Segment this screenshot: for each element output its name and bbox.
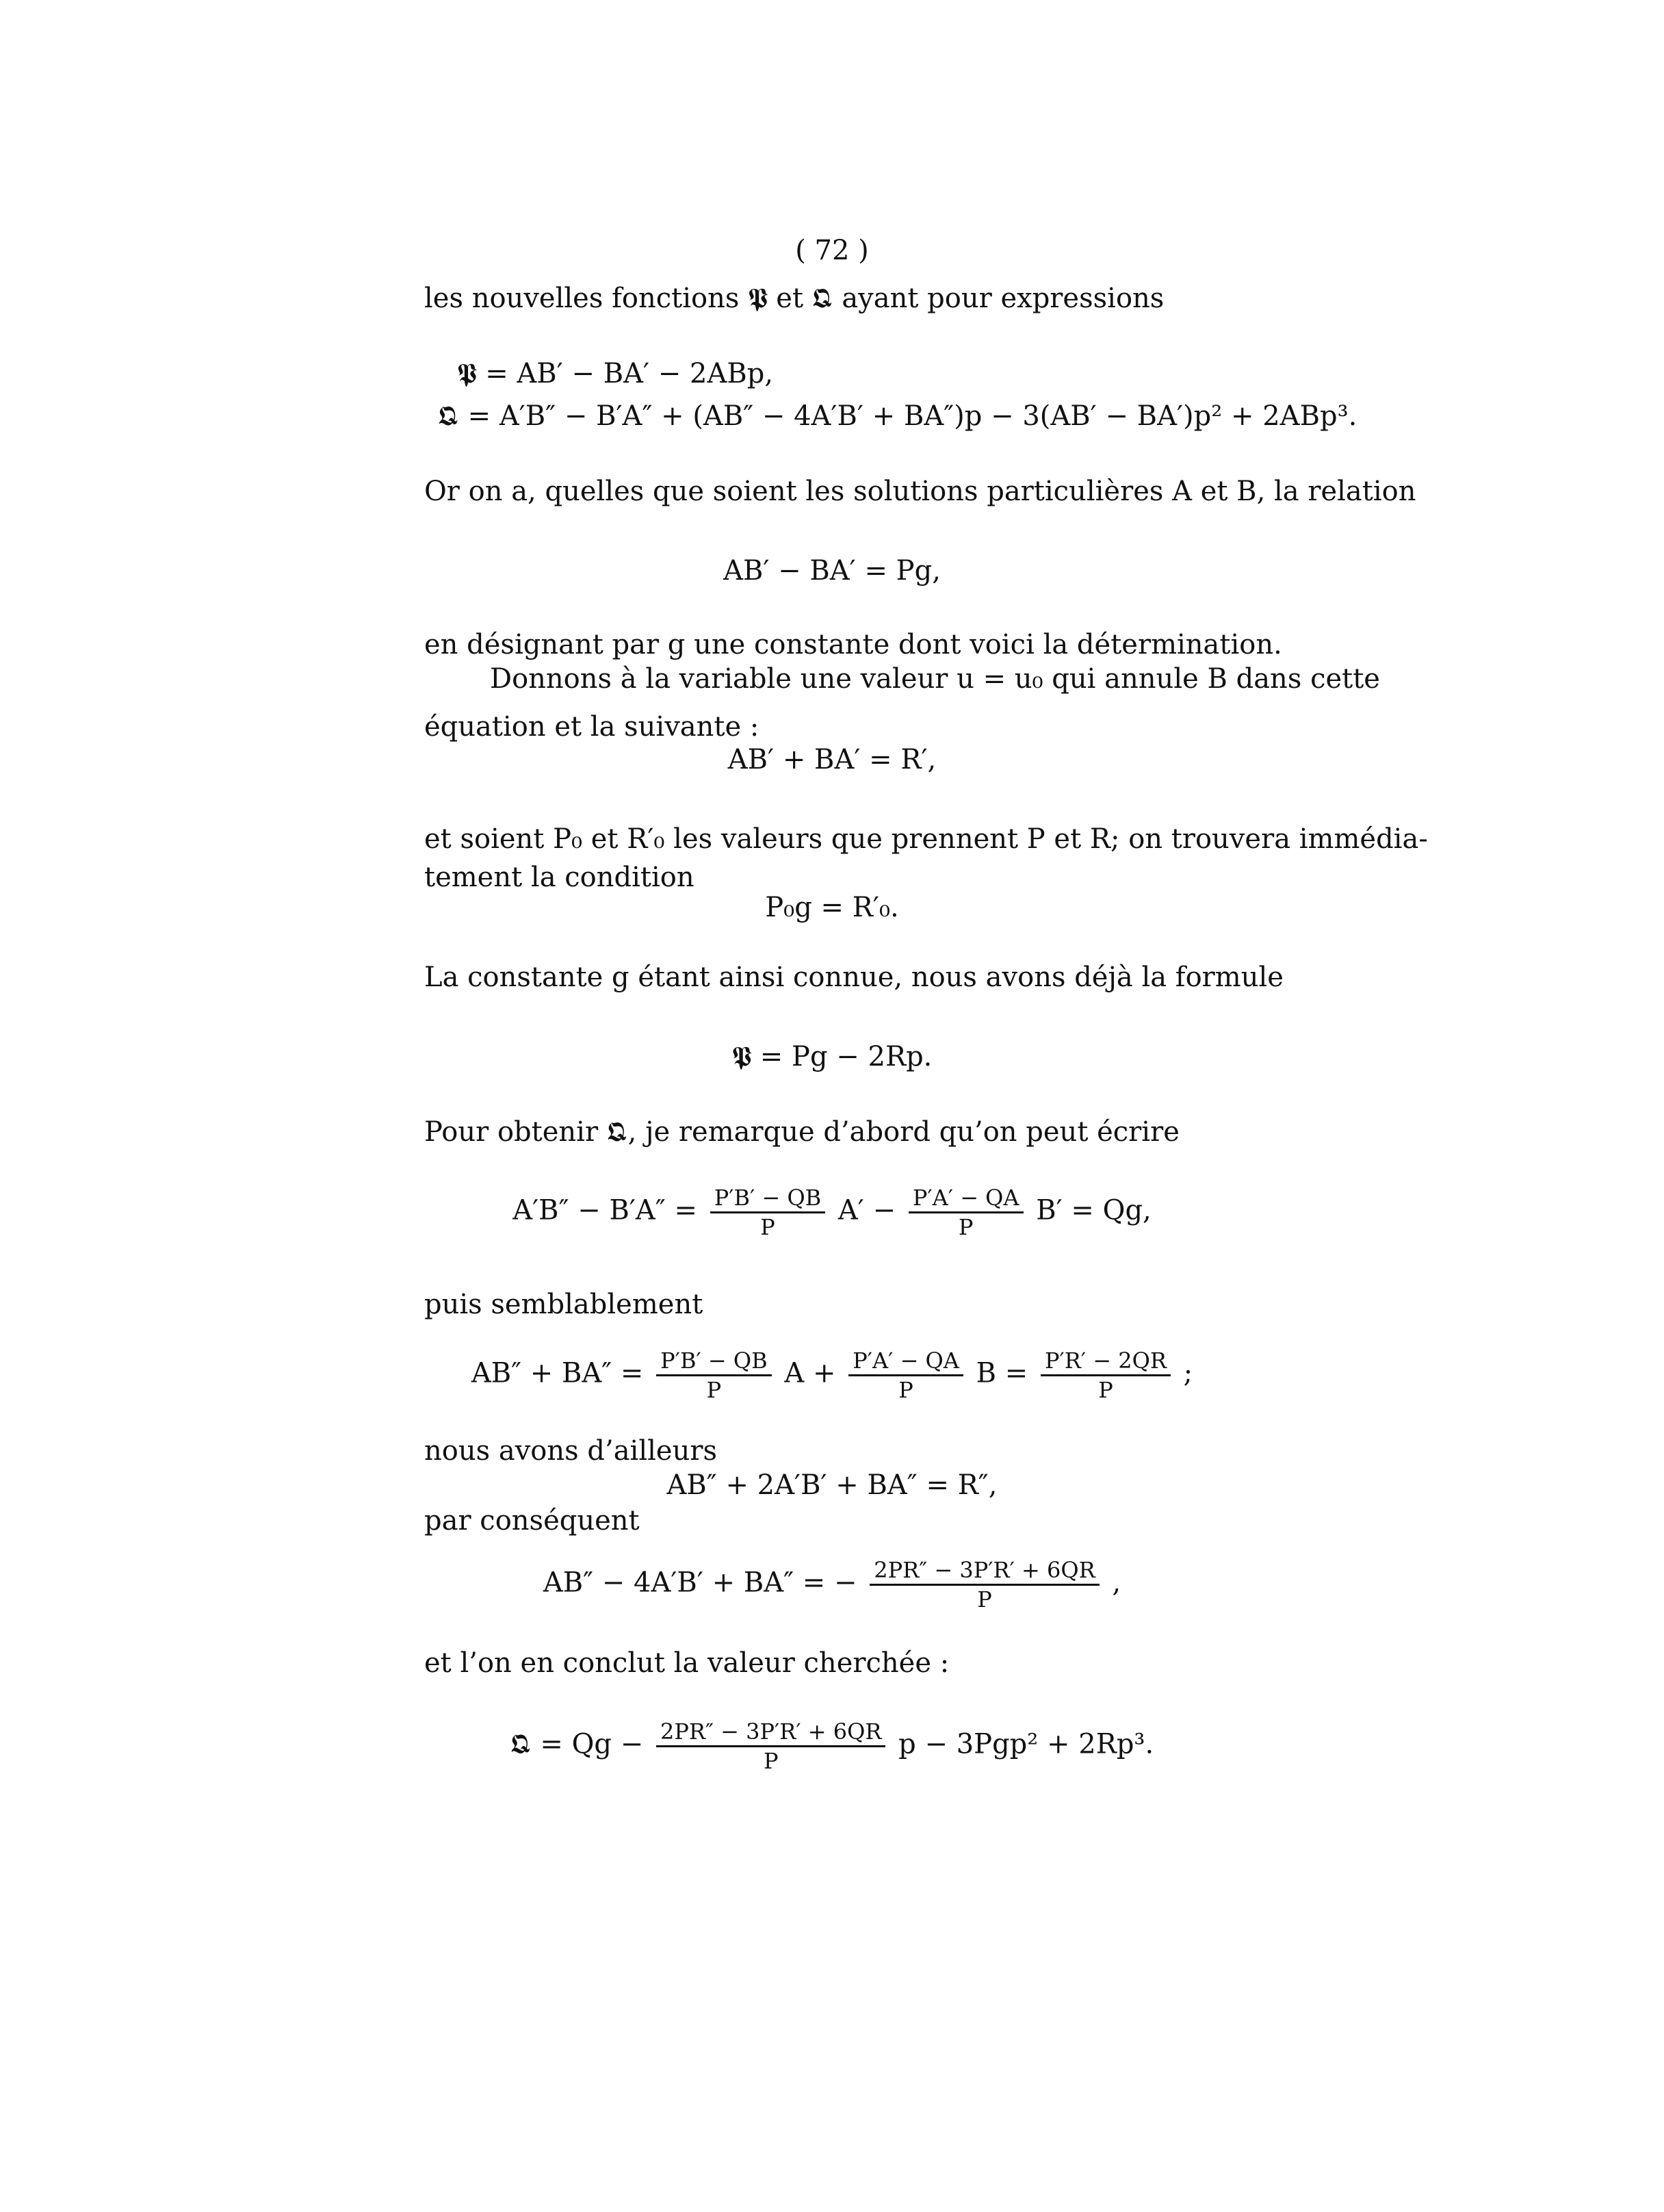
fraction-denominator: P bbox=[760, 1214, 775, 1240]
text-line-12: par conséquent bbox=[424, 1505, 640, 1536]
equation-A-fraction-1 bbox=[710, 1184, 825, 1241]
text-line-5: équation et la suivante : bbox=[424, 711, 759, 743]
fraction-denominator: P bbox=[763, 1748, 779, 1774]
fraction-denominator: P bbox=[898, 1377, 913, 1403]
equation-C-lhs: AB″ − 4A′B′ + BA″ = − bbox=[543, 1567, 857, 1599]
equation-condition: P₀g = R′₀. bbox=[765, 892, 899, 923]
fraction-numerator: P′B′ − QB bbox=[656, 1347, 771, 1376]
text-line-2: Or on a, quelles que soient les solutions particulières A et B, la relation bbox=[424, 476, 1416, 507]
equation-C-fraction bbox=[870, 1556, 1099, 1613]
fraction-numerator: 2PR″ − 3P′R′ + 6QR bbox=[870, 1556, 1099, 1586]
equation-A bbox=[0, 1184, 1664, 1241]
text-line-6: et soient P₀ et R′₀ les valeurs que prennent P et R; on trouvera immédia- bbox=[424, 823, 1428, 855]
equation-A-mid: A′ − bbox=[837, 1194, 896, 1226]
fraction-numerator: P′B′ − QB bbox=[710, 1184, 825, 1213]
equation-Q: 𝕼 = A′B″ − B′A″ + (AB″ − 4A′B′ + BA″)p − 3(AB′ − BA′)p² + 2ABp³. bbox=[438, 400, 1357, 432]
equation-B-fraction-2 bbox=[848, 1347, 963, 1404]
equation-B-fraction-3 bbox=[1041, 1347, 1171, 1404]
equation-B-mid-1: A + bbox=[784, 1357, 836, 1389]
equation-P: 𝕻 = AB′ − BA′ − 2ABp, bbox=[457, 358, 774, 389]
fraction-denominator: P bbox=[706, 1377, 722, 1403]
equation-suivante: AB′ + BA′ = R′, bbox=[727, 744, 937, 775]
equation-dailleurs: AB″ + 2A′B′ + BA″ = R″, bbox=[666, 1469, 998, 1501]
fraction-numerator: P′A′ − QA bbox=[848, 1347, 963, 1376]
equation-B-fraction-1 bbox=[656, 1347, 771, 1404]
equation-D-rhs: p − 3Pgp² + 2Rp³. bbox=[898, 1728, 1154, 1760]
fraction-numerator: P′A′ − QA bbox=[909, 1184, 1024, 1213]
text-line-11: nous avons d’ailleurs bbox=[424, 1435, 718, 1467]
text-line-1: les nouvelles fonctions 𝕻 et 𝕼 ayant pour expressions bbox=[424, 283, 1165, 314]
equation-C-end: , bbox=[1112, 1567, 1121, 1599]
equation-C bbox=[0, 1556, 1664, 1613]
text-line-4: Donnons à la variable une valeur u = u₀ qui annule B dans cette bbox=[490, 663, 1380, 695]
fraction-numerator: 2PR″ − 3P′R′ + 6QR bbox=[656, 1718, 885, 1747]
equation-D bbox=[0, 1718, 1664, 1775]
equation-A-rhs: B′ = Qg, bbox=[1036, 1194, 1152, 1226]
equation-A-fraction-2 bbox=[909, 1184, 1024, 1241]
text-line-3: en désignant par g une constante dont voici la détermination. bbox=[424, 629, 1282, 660]
equation-B-mid-2: B = bbox=[976, 1357, 1028, 1389]
equation-P-formula: 𝕻 = Pg − 2Rp. bbox=[731, 1041, 933, 1072]
equation-D-lhs: 𝕼 = Qg − bbox=[510, 1728, 644, 1760]
text-line-13: et l’on en conclut la valeur cherchée : bbox=[424, 1647, 950, 1679]
equation-A-lhs: A′B″ − B′A″ = bbox=[512, 1194, 697, 1226]
equation-D-fraction bbox=[656, 1718, 885, 1775]
equation-relation: AB′ − BA′ = Pg, bbox=[723, 555, 941, 587]
equation-B-lhs: AB″ + BA″ = bbox=[471, 1357, 644, 1389]
equation-B-end: ; bbox=[1183, 1357, 1193, 1389]
fraction-numerator: P′R′ − 2QR bbox=[1041, 1347, 1171, 1376]
text-line-7: tement la condition bbox=[424, 862, 694, 893]
equation-B bbox=[0, 1347, 1664, 1404]
text-line-9: Pour obtenir 𝕼, je remarque d’abord qu’on peut écrire bbox=[424, 1116, 1180, 1148]
text-line-8: La constante g étant ainsi connue, nous avons déjà la formule bbox=[424, 962, 1284, 993]
page-number: ( 72 ) bbox=[795, 235, 869, 266]
fraction-denominator: P bbox=[1098, 1377, 1113, 1403]
text-line-10: puis semblablement bbox=[424, 1289, 703, 1320]
fraction-denominator: P bbox=[958, 1214, 974, 1240]
fraction-denominator: P bbox=[977, 1586, 992, 1612]
